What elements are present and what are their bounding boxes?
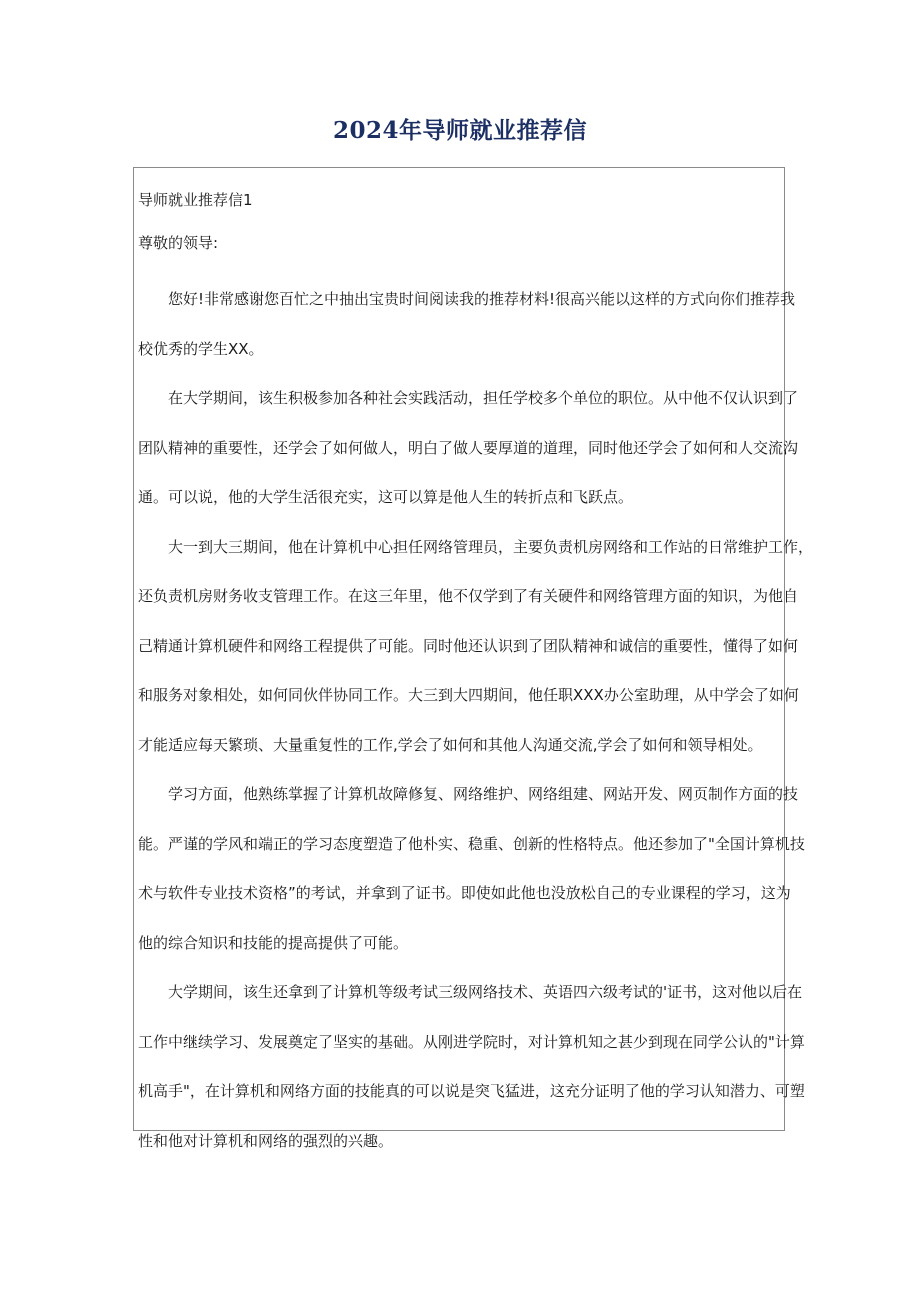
paragraph-line: 术与软件专业技术资格”的考试，并拿到了证书。即使如此他也没放松自己的专业课程的学习，这为	[138, 884, 791, 902]
document-title: 2024年导师就业推荐信	[332, 117, 587, 144]
paragraph-line: 机高手"，在计算机和网络方面的技能真的可以说是突飞猛进，这充分证明了他的学习认知潜力、可塑	[138, 1082, 805, 1100]
paragraph-line: 学习方面，他熟练掌握了计算机故障修复、网络维护、网络组建、网站开发、网页制作方面的技	[168, 785, 799, 803]
paragraph-line: 通。可以说，他的大学生活很充实，这可以算是他人生的转折点和飞跃点。	[138, 488, 634, 506]
paragraph-line: 才能适应每天繁琐、大量重复性的工作,学会了如何和其他人沟通交流,学会了如何和领导相处。	[138, 735, 763, 754]
letter-greeting: 尊敬的领导:	[138, 234, 219, 252]
paragraph-line: 还负责机房财务收支管理工作。在这三年里，他不仅学到了有关硬件和网络管理方面的知识，为他自	[138, 587, 799, 605]
paragraph-line: 团队精神的重要性，还学会了如何做人，明白了做人要厚道的道理，同时他还学会了如何和人交流沟	[138, 438, 799, 457]
paragraph-line: 己精通计算机硬件和网络工程提供了可能。同时他还认识到了团队精神和诚信的重要性，懂得了如何	[138, 636, 799, 655]
paragraph-line: 大学期间，该生还拿到了计算机等级考试三级网络技术、英语四六级考试的'证书，这对他以后在	[168, 983, 803, 1001]
paragraph-line: 您好!非常感谢您百忙之中抽出宝贵时间阅读我的推荐材料!很高兴能以这样的方式向你们推荐我	[168, 290, 796, 308]
letter-body	[133, 167, 814, 1150]
paragraph-4	[138, 770, 805, 968]
paragraph-line: 工作中继续学习、发展奠定了坚实的基础。从刚进学院时，对计算机知之甚少到现在同学公认的"计算	[138, 1032, 805, 1051]
paragraph-3	[138, 523, 814, 771]
paragraph-5	[138, 968, 805, 1166]
paragraph-line: 大一到大三期间，他在计算机中心担任网络管理员，主要负责机房网络和工作站的日常维护工作，	[168, 537, 814, 556]
paragraph-1	[138, 275, 796, 374]
paragraph-line: 在大学期间，该生积极参加各种社会实践活动，担任学校多个单位的职位。从中他不仅认识到了	[168, 389, 799, 407]
letter-heading: 导师就业推荐信1	[138, 191, 253, 209]
paragraph-line: 他的综合知识和技能的提高提供了可能。	[138, 933, 409, 952]
paragraph-line: 性和他对计算机和网络的强烈的兴趣。	[138, 1131, 394, 1150]
paragraph-line: 和服务对象相处，如何同伙伴协同工作。大三到大四期间，他任职XXX办公室助理，从中学会了如何	[138, 686, 799, 704]
paragraph-2	[138, 374, 799, 523]
paragraph-line: 能。严谨的学风和端正的学习态度塑造了他朴实、稳重、创新的性格特点。他还参加了"全国计算机技	[138, 834, 805, 853]
paragraph-line: 校优秀的学生XX。	[138, 339, 264, 358]
